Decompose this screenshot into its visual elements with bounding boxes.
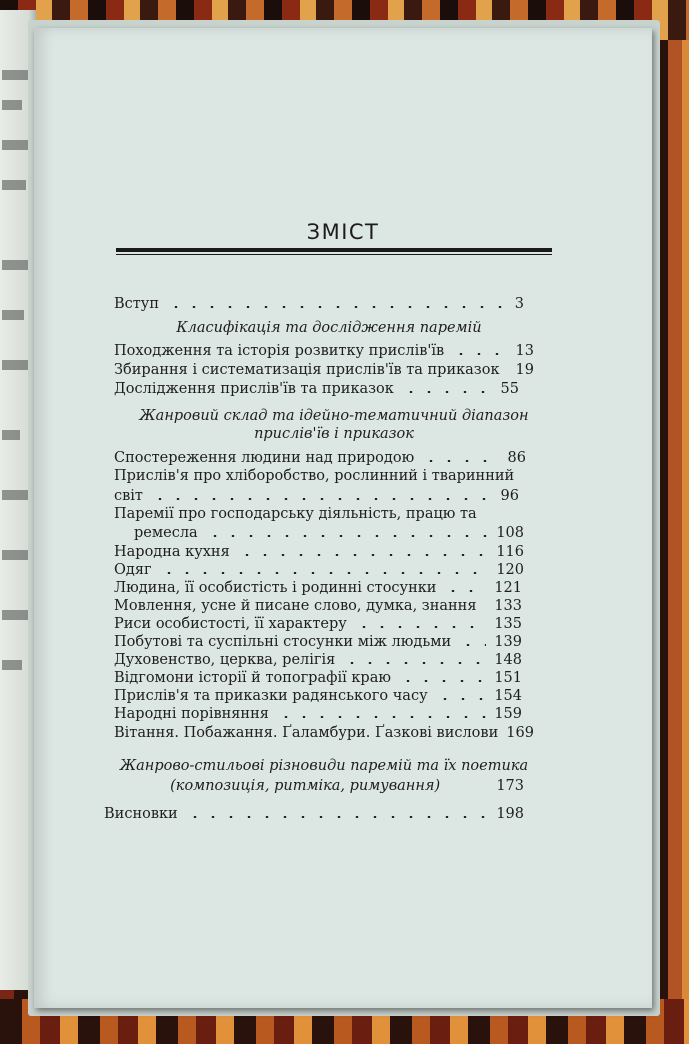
section-heading: Жанрово-стильові різновиди паремій та їх поетика	[119, 758, 529, 774]
page-number: 154	[494, 688, 522, 704]
page-number: 173	[496, 778, 524, 794]
toc-entry-label-line1: Прислів'я про хліборобство, рослинний і тваринний	[114, 468, 515, 484]
book-page	[34, 28, 652, 1008]
toc-entry: Спостереження людини над природою 86	[114, 450, 526, 466]
page-number: 121	[494, 580, 522, 596]
leader-dots	[151, 498, 493, 500]
leader-dots	[402, 391, 493, 393]
page-number: 135	[494, 616, 522, 632]
page-number: 55	[500, 381, 519, 397]
page-title: ЗМІСТ	[306, 220, 380, 244]
section-heading: прислів'їв і приказок	[254, 426, 414, 442]
page-number: 86	[507, 450, 526, 466]
page-number: 13	[515, 343, 534, 359]
toc-entry: Народні порівняння 159	[114, 706, 522, 722]
leader-dots	[355, 626, 487, 628]
toc-entry: Народна кухня 116	[114, 544, 524, 560]
leader-dots	[452, 353, 507, 355]
page-number: 3	[514, 296, 524, 312]
toc-entry: світ 96	[114, 488, 519, 504]
leader-dots	[206, 535, 489, 537]
toc-entry: Збирання і систематизація прислів'їв та приказок 19	[114, 362, 534, 378]
toc-entry: Людина, її особистість і родинні стосунки 121	[114, 580, 522, 596]
toc-entry: Дослідження прислів'їв та приказок 55	[114, 381, 519, 397]
page-number: 139	[494, 634, 522, 650]
leader-dots	[459, 644, 486, 646]
page-number: 151	[494, 670, 522, 686]
page-number: 108	[496, 525, 524, 541]
page-number: 198	[496, 806, 524, 822]
toc-entry: Походження та історія розвитку прислів'їв 13	[114, 343, 534, 359]
leader-dots	[444, 590, 486, 592]
section-heading: Класифікація та дослідження паремій	[176, 320, 482, 336]
leader-dots	[277, 716, 486, 718]
page-number: 148	[494, 652, 522, 668]
leader-dots	[167, 306, 507, 308]
toc-entry: Риси особистості, її характеру 135	[114, 616, 522, 632]
toc-entry: Мовлення, усне й писане слово, думка, знання 133	[114, 598, 522, 614]
toc-entry: Духовенство, церква, релігія 148	[114, 652, 522, 668]
toc-entry: (композиція, ритміка, римування) 173	[170, 778, 524, 794]
leader-dots	[160, 572, 489, 574]
page-number: 120	[496, 562, 524, 578]
toc-entry: Вітання. Побажання. Ґаламбури. Ґазкові вислови 169	[114, 725, 534, 741]
toc-entry: Прислів'я та приказки радянського часу 154	[114, 688, 522, 704]
toc-entry: Одяг 120	[114, 562, 524, 578]
toc-entry: ремесла 108	[134, 525, 524, 541]
page-number: 169	[506, 725, 534, 741]
toc-entry-conclusions: Висновки 198	[104, 806, 524, 822]
leader-dots	[422, 460, 499, 462]
page-number: 159	[494, 706, 522, 722]
page-number: 133	[494, 598, 522, 614]
leader-dots	[238, 554, 489, 556]
toc-entry-intro: Вступ 3	[114, 296, 524, 312]
leader-dots	[399, 680, 486, 682]
page-number: 19	[515, 362, 534, 378]
toc-entry: Побутові та суспільні стосунки між людьми 139	[114, 634, 522, 650]
page-number: 96	[500, 488, 519, 504]
leader-dots	[343, 662, 486, 664]
leader-dots	[485, 608, 487, 610]
toc-entry: Відгомони історії й топографії краю 151	[114, 670, 522, 686]
toc-entry-label-line1: Паремії про господарську діяльність, працю та	[114, 506, 477, 522]
table-of-contents	[34, 28, 652, 1008]
section-heading: Жанровий склад та ідейно-тематичний діапазон	[139, 408, 529, 424]
leader-dots	[436, 698, 487, 700]
leader-dots	[186, 816, 489, 818]
page-number: 116	[496, 544, 524, 560]
